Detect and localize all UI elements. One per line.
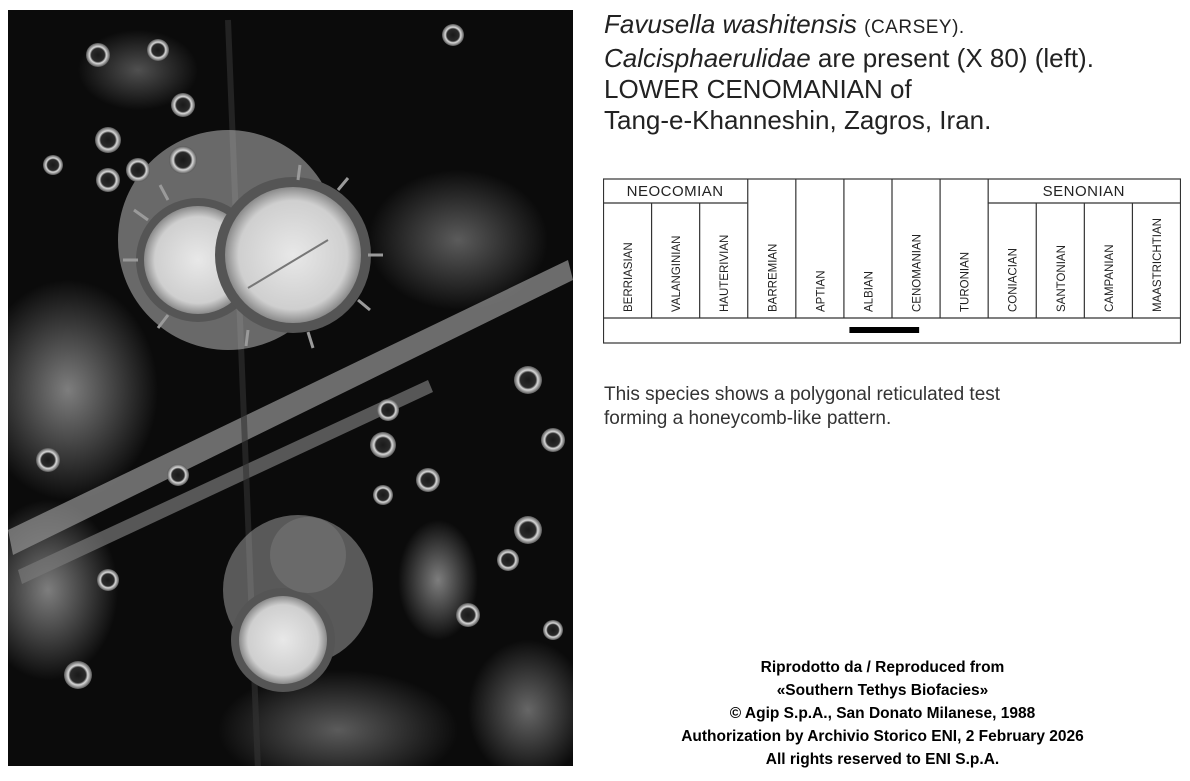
plate-caption (604, 9, 1184, 136)
stage-label-barremian: BARREMIAN (767, 243, 780, 312)
caption-age: LOWER CENOMANIAN of (604, 74, 912, 104)
stage-label-santonian: SANTONIAN (1055, 245, 1068, 312)
stage-label-maastrichtian: MAASTRICHTIAN (1151, 218, 1164, 312)
description-line: This species shows a polygonal reticulated test (604, 384, 1001, 405)
caption-locality: Tang-e-Khanneshin, Zagros, Iran. (604, 105, 992, 135)
stage-label-turonian: TURONIAN (959, 251, 972, 312)
stage-label-valanginian: VALANGINIAN (671, 235, 684, 312)
stage-label-hauterivian: HAUTERIVIAN (719, 234, 732, 312)
thin-section-micrograph (8, 10, 573, 766)
group-label-neocomian: NEOCOMIAN (626, 183, 724, 200)
stage-label-coniacian: CONIACIAN (1007, 248, 1020, 312)
credit-line: © Agip S.p.A., San Donato Milanese, 1988 (729, 705, 1036, 722)
stratigraphic-range-chart (603, 178, 1181, 344)
description-line: forming a honeycomb-like pattern. (604, 408, 892, 429)
credit-line: Authorization by Archivio Storico ENI, 2 February 2026 (681, 728, 1084, 745)
caption-companion-line (604, 43, 1184, 74)
credit-line: «Southern Tethys Biofacies» (776, 682, 989, 699)
stage-label-campanian: CAMPANIAN (1103, 244, 1116, 312)
species-author: (CARSEY). (864, 17, 965, 38)
stage-label-albian: ALBIAN (863, 271, 876, 312)
stage-label-berriasian: BERRIASIAN (623, 242, 636, 312)
species-name: Favusella washitensis (604, 9, 857, 39)
companion-taxon: Calcisphaerulidae (604, 43, 811, 73)
caption-species-line (604, 9, 1184, 43)
reproduction-credits (650, 656, 1115, 771)
stage-label-cenomanian: CENOMANIAN (911, 234, 924, 312)
credit-line: Riprodotto da / Reproduced from (760, 659, 1005, 676)
species-description (604, 383, 1184, 431)
credit-line: All rights reserved to ENI S.p.A. (765, 751, 1000, 768)
companion-text: are present (X 80) (left). (817, 43, 1094, 73)
stage-label-aptian: APTIAN (815, 270, 828, 312)
species-range-bar (849, 327, 919, 333)
group-label-senonian: SENONIAN (1042, 183, 1126, 200)
